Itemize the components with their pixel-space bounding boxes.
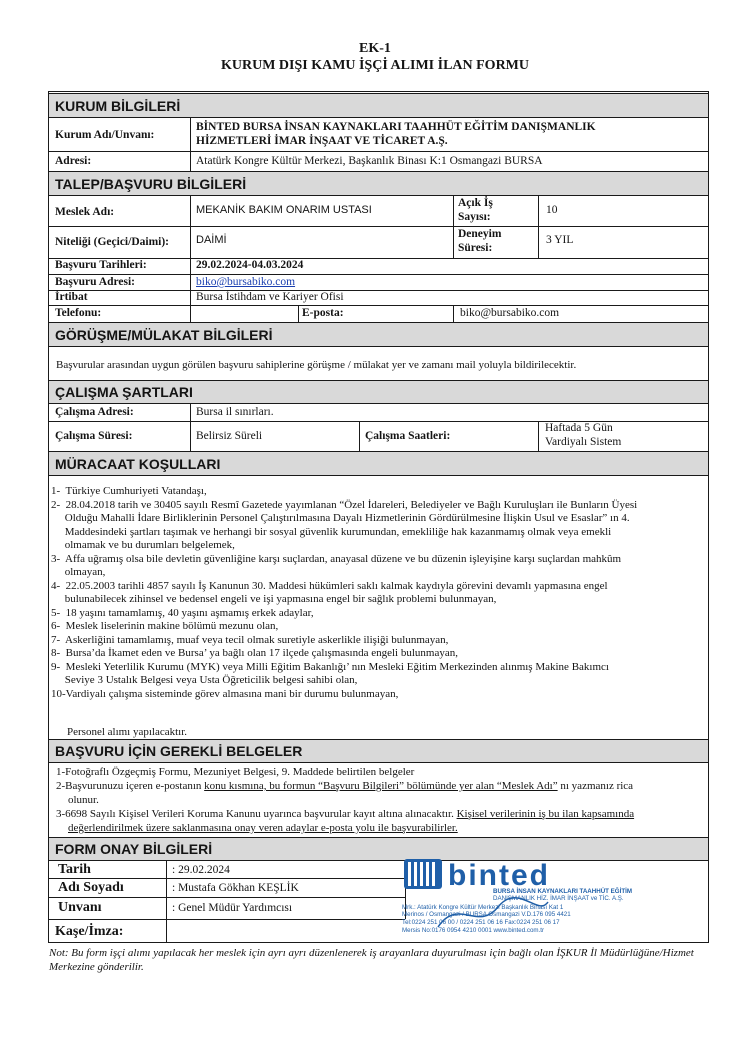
condition-line: 10-Vardiyalı çalışma sisteminde görev almasına mani bir durumu bulunmayan, <box>51 687 399 700</box>
stamp-line-1: BURSA İNSAN KAYNAKLARI TAAHHÜT EĞİTİM <box>493 888 632 895</box>
onay-adsoyad: : Mustafa Gökhan KEŞLİK <box>172 882 299 894</box>
irtibat-value: Bursa İstihdam ve Kariyer Ofisi <box>196 291 344 303</box>
divider <box>190 404 191 451</box>
basvuru-adresi-label: Başvuru Adresi: <box>55 276 135 288</box>
kurum-name-label: Kurum Adı/Unvanı: <box>55 129 155 141</box>
telefon-label: Telefonu: <box>55 307 102 319</box>
divider <box>49 305 708 306</box>
kurum-address: Atatürk Kongre Kültür Merkezi, Başkanlık Binası K:1 Osmangazi BURSA <box>196 155 543 167</box>
calisma-suresi-value: Belirsiz Süreli <box>196 430 263 442</box>
condition-line: 5- 18 yaşını tamamlamış, 40 yaşını aşmamış erkek adaylar, <box>51 606 314 619</box>
form-code: EK-1 <box>359 41 391 56</box>
deneyim-value: 3 YIL <box>546 234 574 246</box>
tarih-label: Başvuru Tarihleri: <box>55 259 147 271</box>
condition-line: 8- Bursa’da İkamet eden ve Bursa’ ya bağlı olan 17 ilçede çalışmasında engeli bulunmayan, <box>51 647 458 659</box>
divider <box>538 196 539 258</box>
document-item-3-text: 3-6698 Sayılı Kişisel Verileri Koruma Kanunu uyarınca başvurular kayıt altına alınacaktır. <box>56 808 457 820</box>
kurum-name-line2: HİZMETLERİ İMAR İNŞAAT VE TİCARET A.Ş. <box>196 135 448 147</box>
onay-unvan-label: Unvanı <box>58 900 102 915</box>
section-calisma: ÇALIŞMA ŞARTLARI <box>49 380 708 404</box>
condition-line: 9- Mesleki Yeterlilik Kurumu (MYK) veya Milli Eğitim Bakanlığı’ nın Mesleki Eğitim Merkezinden alınmış Makine Bakımcı <box>51 660 609 673</box>
document-item-3-cont: değerlendirilmek üzere saklanmasına onay veren adaylar e-posta yolu ile başvurabilirler. <box>68 822 458 834</box>
divider <box>166 861 167 942</box>
divider <box>49 919 405 920</box>
section-belgeler: BAŞVURU İÇİN GEREKLİ BELGELER <box>49 739 708 763</box>
section-kurum: KURUM BİLGİLERİ <box>49 93 708 118</box>
section-gorusme: GÖRÜŞME/MÜLAKAT BİLGİLERİ <box>49 322 708 347</box>
onay-tarih-label: Tarih <box>58 862 91 877</box>
basvuru-adresi-link[interactable]: biko@bursabiko.com <box>196 276 296 288</box>
divider <box>298 305 299 322</box>
divider <box>49 274 708 275</box>
meslek-label: Meslek Adı: <box>55 206 115 218</box>
calisma-saatleri-label: Çalışma Saatleri: <box>365 430 451 442</box>
condition-line: 6- Meslek liselerinin makine bölümü mezunu olan, <box>51 620 279 632</box>
section-talep: TALEP/BAŞVURU BİLGİLERİ <box>49 171 708 196</box>
condition-line: 7- Askerliğini tamamlamış, muaf veya tecil olmak suretiyle askerlikle ilişiği bulunmayan, <box>51 633 449 646</box>
calisma-saatleri-2: Vardiyalı Sistem <box>545 436 622 448</box>
stamp-line-5: Tel:0224 251 06 00 / 0224 251 06 16 Fax:0224 251 06 17 <box>402 919 560 926</box>
kurum-address-label: Adresi: <box>55 155 92 167</box>
eposta-label: E-posta: <box>302 307 344 319</box>
divider <box>538 421 539 451</box>
divider <box>49 226 708 227</box>
condition-line: bulunabilecek zihinsel ve bedensel engeli ve işi yapmasına engel bir sağlık problemi bulunmayan, <box>51 593 497 605</box>
stamp-line-6: Mersis No:0176 0954 4210 0001 www.binted.com.tr <box>402 927 545 934</box>
onay-unvan: : Genel Müdür Yardımcısı <box>172 902 293 914</box>
eposta-value: biko@bursabiko.com <box>460 307 560 319</box>
conditions-list <box>51 485 707 701</box>
condition-line: olmayan, <box>51 566 106 578</box>
onay-adsoyad-label: Adı Soyadı <box>58 880 124 895</box>
irtibat-label: İrtibat <box>55 291 88 303</box>
section-muracaat: MÜRACAAT KOŞULLARI <box>49 451 708 476</box>
stamp-line-3: Mrk.: Atatürk Kongre Kültür Merkezi Başkanlık Binası Kat 1 <box>402 904 564 911</box>
acik-is-value: 10 <box>546 204 558 216</box>
divider <box>49 290 708 291</box>
meslek-value: MEKANİK BAKIM ONARIM USTASI <box>196 204 372 216</box>
condition-line: Maddesindeki şartları taşımak ve herhangi bir sosyal güvenlik kurumundan, emekliliğe hak kazanmamış olmak veya emekli <box>51 525 612 538</box>
document-item-2-text: 2-Başvurunuzu içeren e-postanın <box>56 780 205 792</box>
section-onay: FORM ONAY BİLGİLERİ <box>49 837 708 861</box>
deneyim-label: Deneyim <box>458 228 502 240</box>
form-title: KURUM DIŞI KAMU İŞÇİ ALIMI İLAN FORMU <box>220 58 529 73</box>
stamp-line-4: Merinos / Osmangazi / BURSA Osmangazi V.D.176 095 4421 <box>402 911 571 918</box>
condition-line: 1- Türkiye Cumhuriyeti Vatandaşı, <box>51 485 207 497</box>
condition-line: Seviye 3 Ustalık Belgesi veya Usta Öğreticilik belgesi sahibi olan, <box>51 674 358 686</box>
document-item-2-underlined: konu kısmına, bu formun “Başvuru Bilgileri” bölümünde yer alan “Meslek Adı” <box>204 780 558 792</box>
calisma-saatleri-1: Haftada 5 Gün <box>545 422 613 434</box>
divider <box>49 878 405 879</box>
divider <box>190 118 191 171</box>
condition-line: 2- 28.04.2018 tarih ve 30405 sayılı Resmî Gazetede yayımlanan “Özel İdareleri, Belediyeler ve Bağlı Kuruluşları ile Bunların Üyesi <box>51 498 638 511</box>
divider <box>49 151 708 152</box>
condition-line: olmamak ve bu durumları belgelemek, <box>51 539 235 551</box>
gorusme-text: Başvurular arasından uygun görülen başvuru sahiplerine görüşme / mülakat yer ve zamanı mail yoluyla bildirilecektir. <box>56 359 577 371</box>
conditions-closing: Personel alımı yapılacaktır. <box>67 726 188 738</box>
stamp-line-2: DANIŞMANLIK HİZ. İMAR İNŞAAT ve TİC. A.Ş. <box>493 895 624 902</box>
onay-tarih: : 29.02.2024 <box>172 864 230 876</box>
divider <box>190 196 191 322</box>
condition-line: 3- Affa uğramış olsa bile devletin güvenliğine karşı suçlardan, anayasal düzene ve bu düzenin işleyişine karşı suçlardan mahkûm <box>51 552 622 565</box>
footer-note: Not: Bu form işçi alımı yapılacak her meslek için ayrı ayrı düzenlenerek iş arayanlara duyurulması için bağlı olan İŞKUR İl Müdürlüğüne/Hizmet Merkezine gönderilir. <box>49 947 694 973</box>
acik-is-label: Açık İş <box>458 197 493 209</box>
document-item-2 <box>56 780 633 794</box>
nitelik-value: DAİMİ <box>196 234 227 246</box>
document-item-3-underlined: Kişisel verilerinin iş bu ilan kapsamında <box>456 808 635 820</box>
document-item-2-cont: olunur. <box>68 794 99 806</box>
condition-line: 4- 22.05.2003 tarihli 4857 sayılı İş Kanunun 30. Maddesi hükümleri saklı kalmak kaydıyla görevini devamlı yapmasına engel <box>51 579 608 592</box>
deneyim-label-2: Süresi: <box>458 242 493 254</box>
divider <box>453 305 454 322</box>
nitelik-label: Niteliği (Geçici/Daimi): <box>55 236 170 248</box>
document-item-1: 1-Fotoğraflı Özgeçmiş Formu, Mezuniyet Belgesi, 9. Maddede belirtilen belgeler <box>56 766 415 778</box>
stamp-logo-icon <box>404 859 442 889</box>
divider <box>359 421 360 451</box>
divider <box>49 258 708 259</box>
calisma-suresi-label: Çalışma Süresi: <box>55 430 133 442</box>
condition-line: Olduğu Mahalli İdare Birliklerinin Personel Çalıştırılmasına Dayalı Hizmetlerinin Gördürülmesine İlişkin Usul ve Esaslar” ın 4. <box>51 512 630 524</box>
document-item-3 <box>56 808 634 822</box>
calisma-adresi-label: Çalışma Adresi: <box>55 406 134 418</box>
document-item-2-end: nı yazmanız rica <box>557 780 634 792</box>
tarih-value: 29.02.2024-04.03.2024 <box>196 259 304 271</box>
kurum-name-line1: BİNTED BURSA İNSAN KAYNAKLARI TAAHHÜT EĞİTİM DANIŞMANLIK <box>196 121 596 133</box>
onay-imza-label: Kaşe/İmza: <box>55 924 124 939</box>
acik-is-label-2: Sayısı: <box>458 211 491 223</box>
calisma-adresi-value: Bursa il sınırları. <box>196 406 274 418</box>
divider <box>453 196 454 258</box>
divider <box>49 897 405 898</box>
company-stamp <box>398 857 710 935</box>
stamp-brand: binted <box>448 859 550 892</box>
